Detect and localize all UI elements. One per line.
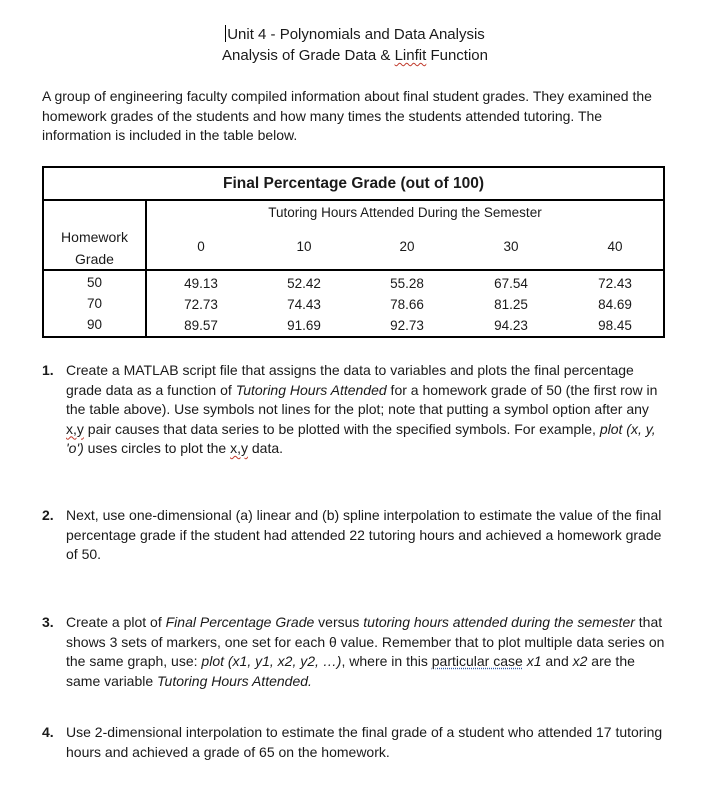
table-cell: 78.66	[390, 297, 424, 312]
column-header: 40	[607, 239, 623, 254]
grade-table	[42, 166, 665, 338]
question-number: 1.	[42, 362, 54, 378]
title-line-2: Analysis of Grade Data & Linfit Function	[222, 47, 488, 64]
table-cell: 89.57	[184, 318, 218, 333]
table-subheading: Tutoring Hours Attended During the Semester	[268, 205, 542, 220]
question-text: Create a MATLAB script file that assigns the data to variables and plots the final percentage grade data as a function of Tutoring Hours Attended for a homework grade of 50 (the first row in the table above). Use symbols not lines for the plot; note that putting a symbol option after any x,y pair causes that data series to be plotted with the specified symbols. For example, plot (x, y, 'o') uses circles to plot the x,y data.	[66, 362, 658, 456]
intro-paragraph: A group of engineering faculty compiled information about final student grades. They examined the homework grades of the students and how many times the students attended tutoring. The information is included in the table below.	[42, 88, 652, 143]
column-header: 30	[503, 239, 519, 254]
question-1	[42, 361, 667, 459]
table-cell: 92.73	[390, 318, 424, 333]
table-cell: 72.43	[598, 276, 632, 291]
table-cell: 49.13	[184, 276, 218, 291]
question-text: Next, use one-dimensional (a) linear and (b) spline interpolation to estimate the value of the final percentage grade if the student had attended 22 tutoring hours and achieved a homework grade of 50.	[66, 507, 662, 562]
question-3	[42, 613, 667, 691]
row-label: 90	[86, 317, 103, 332]
table-cell: 91.69	[287, 318, 321, 333]
table-cell: 74.43	[287, 297, 321, 312]
title-line-1: Unit 4 - Polynomials and Data Analysis	[227, 26, 485, 43]
row-label: 70	[86, 296, 103, 311]
table-cell: 84.69	[598, 297, 632, 312]
document-title	[0, 24, 710, 66]
row-label: 50	[86, 275, 103, 290]
question-number: 2.	[42, 507, 54, 523]
table-cell: 81.25	[494, 297, 528, 312]
question-text: Use 2-dimensional interpolation to estimate the final grade of a student who attended 17 tutoring hours and achieved a grade of 65 on the homework.	[66, 724, 663, 760]
table-cell: 72.73	[184, 297, 218, 312]
table-cell: 52.42	[287, 276, 321, 291]
question-number: 3.	[42, 614, 54, 630]
row-header: Homework Grade	[61, 229, 128, 267]
column-header: 20	[399, 239, 415, 254]
question-text: Create a plot of Final Percentage Grade versus tutoring hours attended during the semester that shows 3 sets of markers, one set for each θ value. Remember that to plot multiple data series on the same graph, use: plot (x1, y1, x2, y2, …), where in this particular case x1 and x2 are the same variable Tutoring Hours Attended.	[66, 614, 665, 689]
table-cell: 67.54	[494, 276, 528, 291]
table-cell: 94.23	[494, 318, 528, 333]
table-cell: 98.45	[598, 318, 632, 333]
table-heading: Final Percentage Grade (out of 100)	[44, 168, 663, 201]
question-2	[42, 506, 667, 565]
column-header: 10	[296, 239, 312, 254]
question-number: 4.	[42, 724, 54, 740]
table-cell: 55.28	[390, 276, 424, 291]
question-4	[42, 723, 667, 762]
spellcheck-word: Linfit	[394, 47, 427, 64]
column-header: 0	[197, 239, 205, 254]
